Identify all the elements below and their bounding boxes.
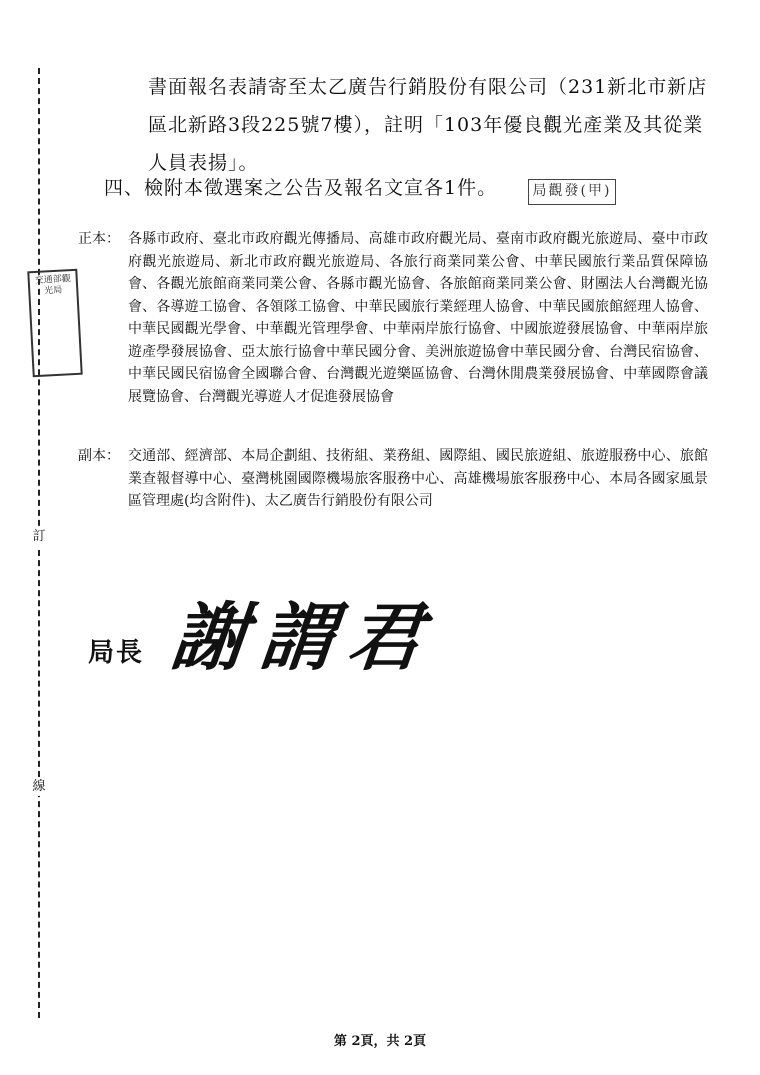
primary-label: 正本： xyxy=(78,231,120,247)
signature-title: 局長 xyxy=(88,638,145,668)
binding-mark-ding: 訂 xyxy=(30,528,48,546)
binding-mark-xian: 線 xyxy=(30,778,48,796)
item-four: 四、檢附本徵選案之公告及報名文宣各1件。 xyxy=(104,177,498,199)
copy-recipients xyxy=(78,445,708,513)
primary-list: 各縣市政府、臺北市政府觀光傳播局、高雄市政府觀光局、臺南市政府觀光旅遊局、臺中市政府觀光旅遊局、新北市政府觀光旅遊局、各旅行商業同業公會、中華民國旅行業品質保障協會、各觀光旅館商業同業公會、各縣市觀光協會、各旅館商業同業公會、財團法人台灣觀光協會、各導遊工協會、各領隊工協會、中華民國旅行業經理人協會、中華民國旅館經理人協會、中華民國觀光學會、中華觀光管理學會、中華兩岸旅行協會、中國旅遊發展協會、中華兩岸旅遊產學發展協會、亞太旅行協會中華民國分會、美洲旅遊協會中華民國分會、台灣民宿協會、中華民國民宿協會全國聯合會、台灣觀光遊樂區協會、台灣休閒農業發展協會、中華國際會議展覽協會、台灣觀光導遊人才促進發展協會 xyxy=(128,231,708,405)
side-seal xyxy=(27,269,82,377)
side-seal-text: 交通部觀光局 xyxy=(34,274,71,297)
document-stamp: 局觀發(甲) xyxy=(528,179,616,205)
page-number: 第 2頁，共 2頁 xyxy=(333,1034,427,1049)
copy-list: 交通部、經濟部、本局企劃組、技術組、業務組、國際組、國民旅遊組、旅遊服務中心、旅館業查報督導中心、臺灣桃園國際機場旅客服務中心、高雄機場旅客服務中心、本局各國家風景區管理處(均含附件)、太乙廣告行銷股份有限公司 xyxy=(128,448,708,509)
body-paragraph: 書面報名表請寄至太乙廣告行銷股份有限公司（231新北市新店區北新路3段225號7樓），註明「103年優良觀光產業及其從業人員表揚」。 xyxy=(148,76,708,174)
copy-label: 副本： xyxy=(78,448,120,464)
signature-name: 謝謂君 xyxy=(167,595,441,681)
primary-recipients xyxy=(78,228,708,408)
